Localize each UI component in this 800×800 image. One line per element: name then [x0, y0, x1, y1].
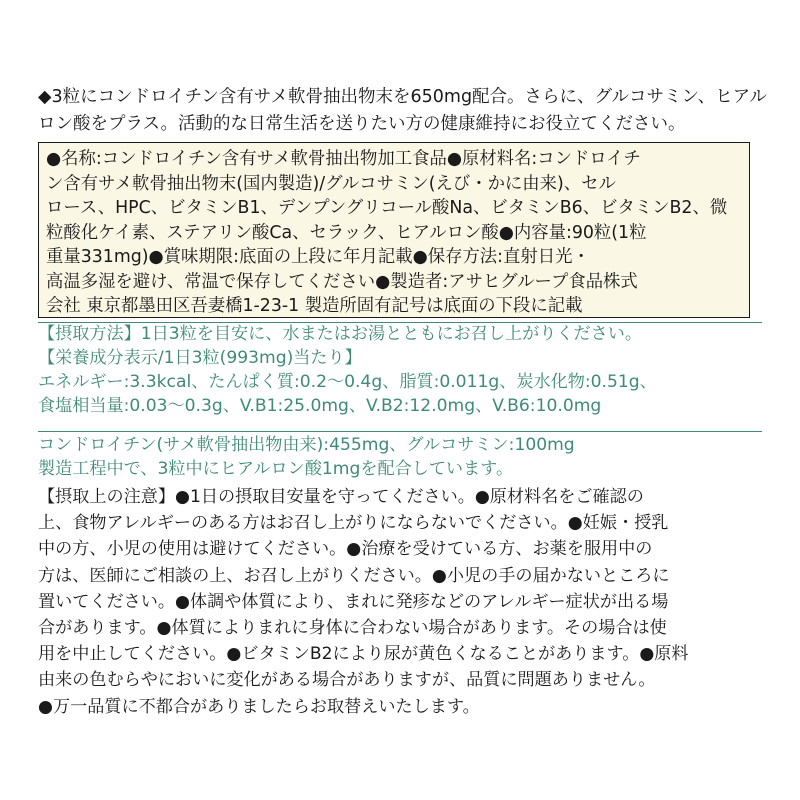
caution-line: 置いてください。●体調や体質により、まれに発疹などのアレルギー症状が出る場: [38, 591, 669, 612]
caution-line: 【摂取上の注意】●1日の摂取目安量を守ってください。●原材料名をご確認の: [38, 487, 644, 507]
ingredient-line: 製造工程中で、3粒中にヒアルロン酸1mgを配合しています。: [38, 459, 514, 479]
product-info-line: 高温多湿を避け、常温で保存してください●製造者:アサヒグループ食品株式: [46, 271, 638, 292]
caution-line: ●万一品質に不都合がありましたらお取替えいたします。: [38, 696, 480, 717]
intake-nutrition-section: [38, 322, 778, 418]
intro-line: ◆3粒にコンドロイチン含有サメ軟骨抽出物末を650mg配合。さらに、グルコサミン、ヒアル: [38, 87, 767, 107]
caution-line: 合があります。●体質によりまれに身体に合わない場合があります。その場合は使: [38, 618, 667, 639]
ingredient-line: コンドロイチン(サメ軟骨抽出物由来):455mg、グルコサミン:100mg: [38, 435, 575, 455]
product-info-line: 粒酸化ケイ素、ステアリン酸Ca、セラック、ヒアルロン酸●内容量:90粒(1粒: [46, 222, 647, 243]
nutrition-line: エネルギー:3.3kcal、たんぱく質:0.2～0.4g、脂質:0.011g、炭水化物:0.51g、: [38, 372, 657, 392]
product-info-line: 会社 東京都墨田区吾妻橋1-23-1 製造所固有記号は底面の下段に記載: [46, 296, 583, 316]
intro-text: [38, 84, 768, 138]
intake-line: 【摂取方法】1日3粒を目安に、水またはお湯とともにお召し上がりください。: [38, 324, 643, 344]
ingredients-section: [38, 433, 778, 481]
caution-line: 中の方、小児の使用は避けてください。●治療を受けている方、お薬を服用中の: [38, 539, 653, 560]
caution-line: 上、食物アレルギーのある方はお召し上がりにならないでください。●妊娠・授乳: [38, 513, 669, 534]
product-info-box: [38, 142, 750, 318]
caution-line: 方は、医師にご相談の上、お召し上がりください。●小児の手の届かないところに: [38, 565, 670, 586]
cautions-section: [38, 484, 778, 720]
product-info-line: ●名称:コンドロイチン含有サメ軟骨抽出物加工食品●原材料名:コンドロイチ: [46, 149, 641, 169]
product-info-line: ロース、HPC、ビタミンB1、デンプングリコール酸Na、ビタミンB6、ビタミンB2、微: [46, 198, 728, 218]
nutrition-line: 食塩相当量:0.03～0.3g、V.B1:25.0mg、V.B2:12.0mg、V.B6:10.0mg: [38, 396, 602, 416]
caution-line: 由来の色むらやにおいに変化がある場合がありますが、品質に問題ありません。: [38, 670, 656, 691]
intro-line: ロン酸をプラス。活動的な日常生活を送りたい方の健康維持にお役立てください。: [38, 114, 686, 134]
product-info-line: ン含有サメ軟骨抽出物末(国内製造)/グルコサミン(えび・かに由来)、セル: [46, 173, 616, 194]
caution-line: 用を中止してください。●ビタミンB2により尿が黄色くなることがあります。●原料: [38, 644, 689, 665]
nutrition-heading: 【栄養成分表示/1日3粒(993mg)当たり】: [38, 348, 362, 368]
section-divider: [38, 431, 762, 432]
product-info-line: 重量331mg)●賞味期限:底面の上段に年月記載●保存方法:直射日光・: [46, 247, 590, 267]
